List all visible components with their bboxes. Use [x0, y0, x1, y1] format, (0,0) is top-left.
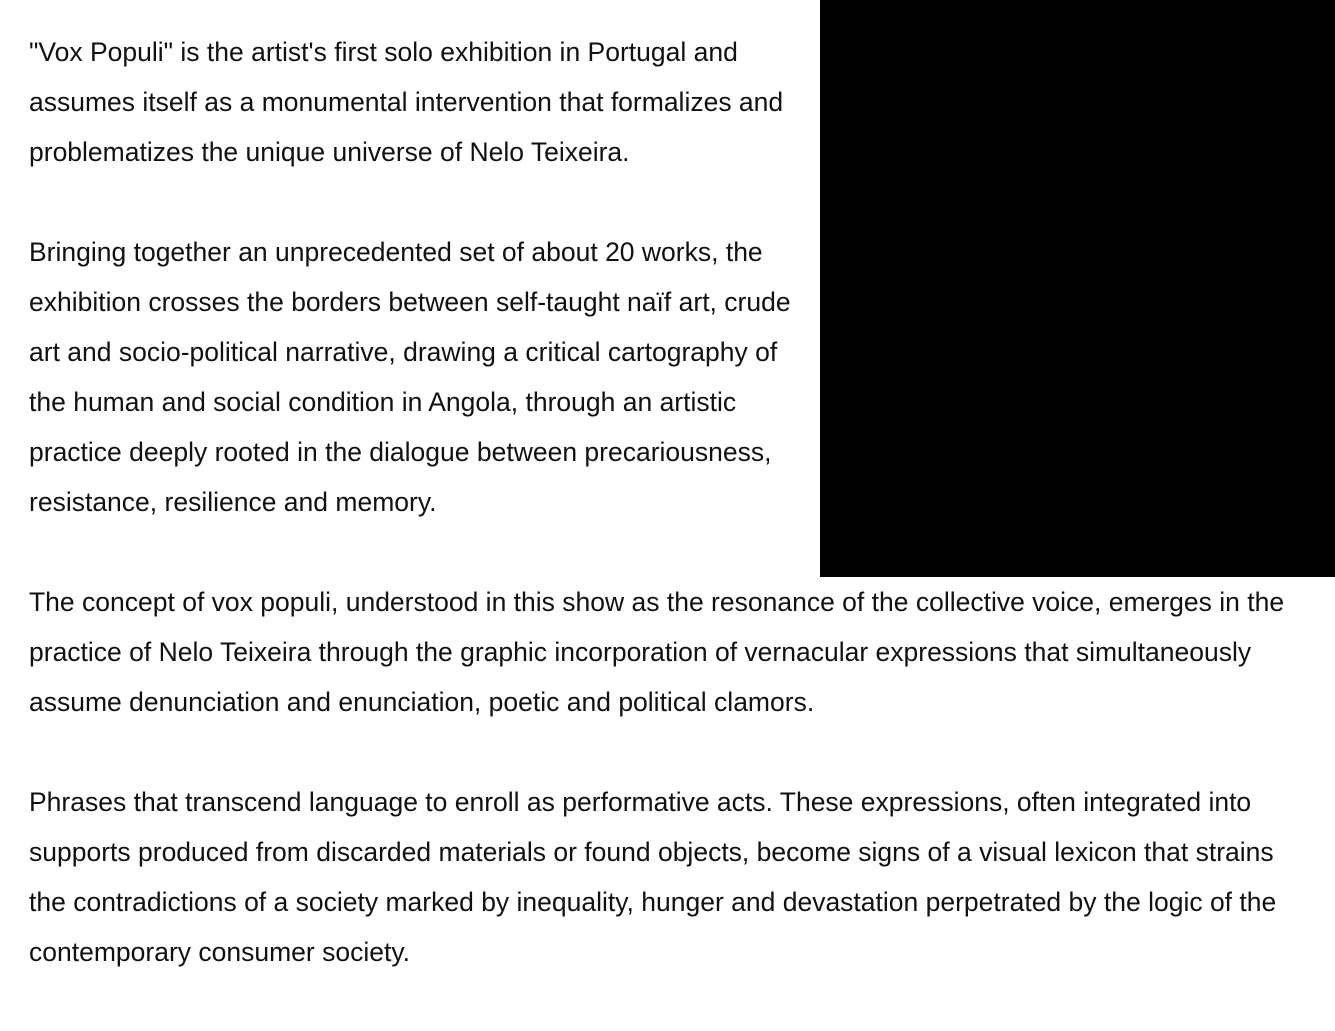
article-paragraph-2: Bringing together an unprecedented set of about 20 works, the exhibition crosses the borders between self-taught naïf art, crude art and socio-political narrative, drawing a critical cartography of the human and social condition in Angola, through an artistic practice deeply rooted in the dialogue between precariousness, resistance, resilience and memory.: [29, 237, 791, 517]
article-paragraph-4: Phrases that transcend language to enroll as performative acts. These expressions, often integrated into supports produced from discarded materials or found objects, become signs of a visual lexicon that strains the contradictions of a society marked by inequality, hunger and devastation perpetrated by the logic of the contemporary consumer society.: [29, 787, 1277, 967]
article-paragraph-1: "Vox Populi" is the artist's first solo exhibition in Portugal and assumes itself as a monumental intervention that formalizes and problematizes the unique universe of Nelo Teixeira.: [29, 37, 784, 167]
article-body: [29, 27, 1314, 977]
artwork-image: [820, 0, 1335, 577]
article-paragraph-3: The concept of vox populi, understood in this show as the resonance of the collective voice, emerges in the practice of Nelo Teixeira through the graphic incorporation of vernacular expressions that simultaneously assume denunciation and enunciation, poetic and political clamors.: [29, 587, 1285, 717]
